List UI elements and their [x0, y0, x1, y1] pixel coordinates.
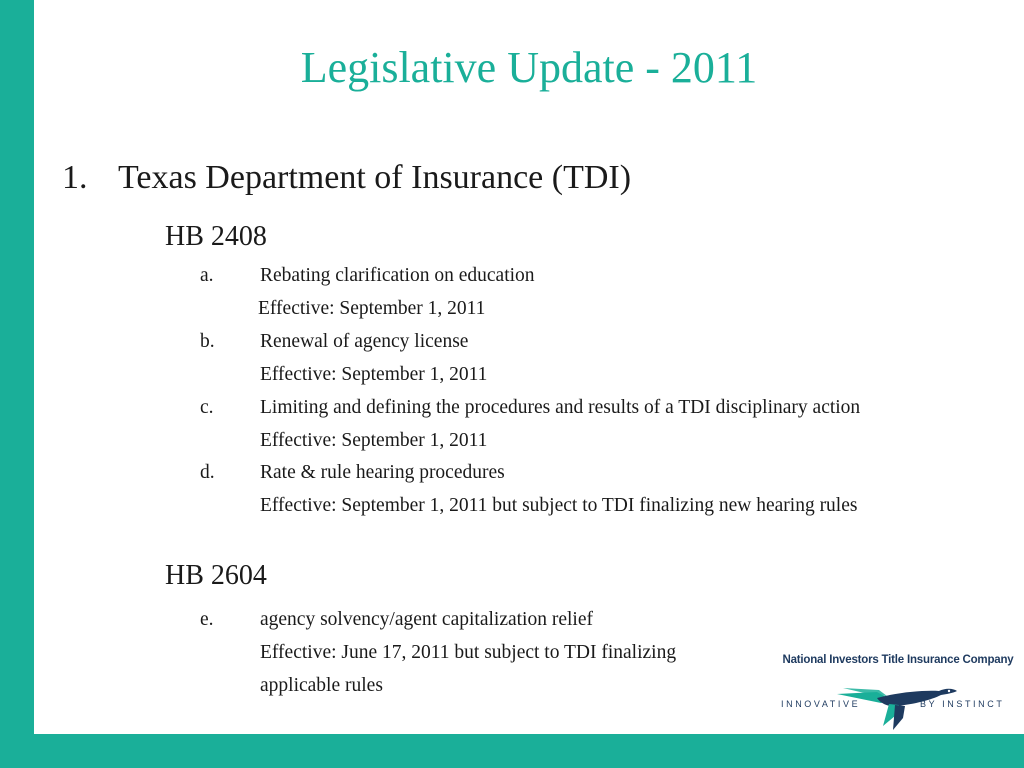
- list-item: agency solvency/agent capitalization relief: [260, 609, 593, 630]
- effective-date-continued: applicable rules: [260, 675, 383, 696]
- bill-heading-hb2604: HB 2604: [165, 560, 267, 591]
- list-marker: c.: [200, 397, 214, 418]
- logo-tagline-left: INNOVATIVE: [781, 699, 861, 709]
- list-marker: d.: [200, 462, 215, 483]
- company-name: National Investors Title Insurance Company: [782, 654, 1014, 666]
- slide-title: Legislative Update - 2011: [300, 43, 758, 92]
- list-marker: e.: [200, 609, 214, 630]
- effective-date: Effective: September 1, 2011: [260, 364, 488, 385]
- list-item: Renewal of agency license: [260, 331, 469, 352]
- list-item: Rate & rule hearing procedures: [260, 462, 505, 483]
- section-heading: Texas Department of Insurance (TDI): [118, 159, 632, 196]
- bill-heading-hb2408: HB 2408: [165, 221, 267, 252]
- slide: [34, 0, 1024, 734]
- effective-date: Effective: September 1, 2011: [260, 430, 488, 451]
- list-item: Limiting and defining the procedures and results of a TDI disciplinary action: [260, 397, 861, 418]
- list-marker: b.: [200, 331, 215, 352]
- section-number: 1.: [62, 159, 88, 196]
- logo-tagline-right: BY INSTINCT: [920, 699, 1005, 709]
- effective-date: Effective: September 1, 2011 but subject to TDI finalizing new hearing rules: [260, 495, 858, 516]
- list-item: Rebating clarification on education: [260, 265, 535, 286]
- effective-date: Effective: June 17, 2011 but subject to TDI finalizing: [260, 642, 677, 663]
- company-logo: [778, 654, 1018, 734]
- effective-date: Effective: September 1, 2011: [258, 298, 486, 319]
- list-marker: a.: [200, 265, 214, 286]
